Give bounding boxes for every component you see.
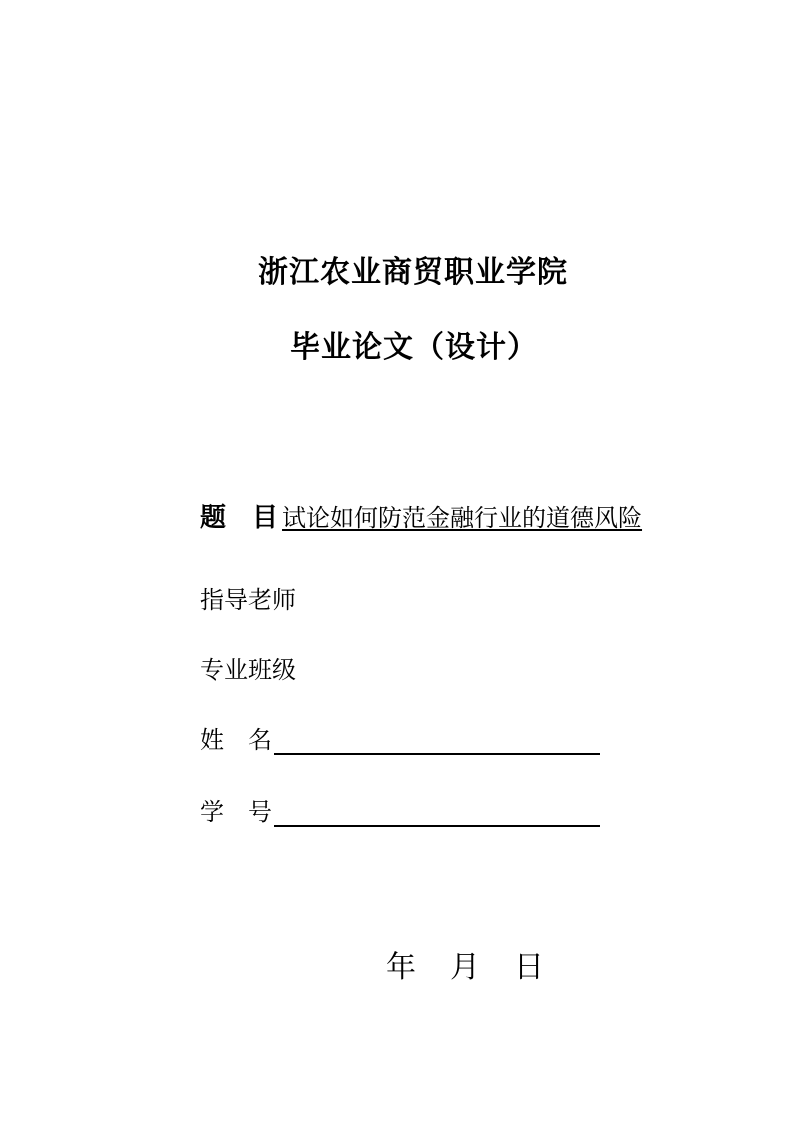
major-class-label: 专业班级 — [200, 656, 296, 684]
month-label: 月 — [450, 950, 480, 985]
date-line — [386, 942, 544, 986]
student-id-row — [200, 797, 600, 827]
name-label-char-1: 姓 — [200, 726, 224, 754]
school-name: 浙江农业商贸职业学院 — [258, 255, 568, 290]
name-label-char-2: 名 — [248, 726, 272, 754]
topic-row — [200, 503, 642, 533]
name-row — [200, 725, 600, 755]
student-id-label-char-1: 学 — [200, 798, 224, 826]
topic-label-char-2: 目 — [252, 503, 279, 533]
advisor-label: 指导老师 — [200, 586, 296, 614]
day-label: 日 — [514, 950, 544, 985]
topic-label-char-1: 题 — [200, 503, 227, 533]
name-blank-line — [274, 731, 600, 755]
topic-label — [200, 503, 278, 533]
thesis-title: 毕业论文（设计） — [290, 330, 538, 365]
year-label: 年 — [386, 950, 416, 985]
topic-value: 试论如何防范金融行业的道德风险 — [282, 504, 643, 532]
student-id-label-char-2: 号 — [248, 798, 272, 826]
student-id-blank-line — [274, 803, 600, 827]
